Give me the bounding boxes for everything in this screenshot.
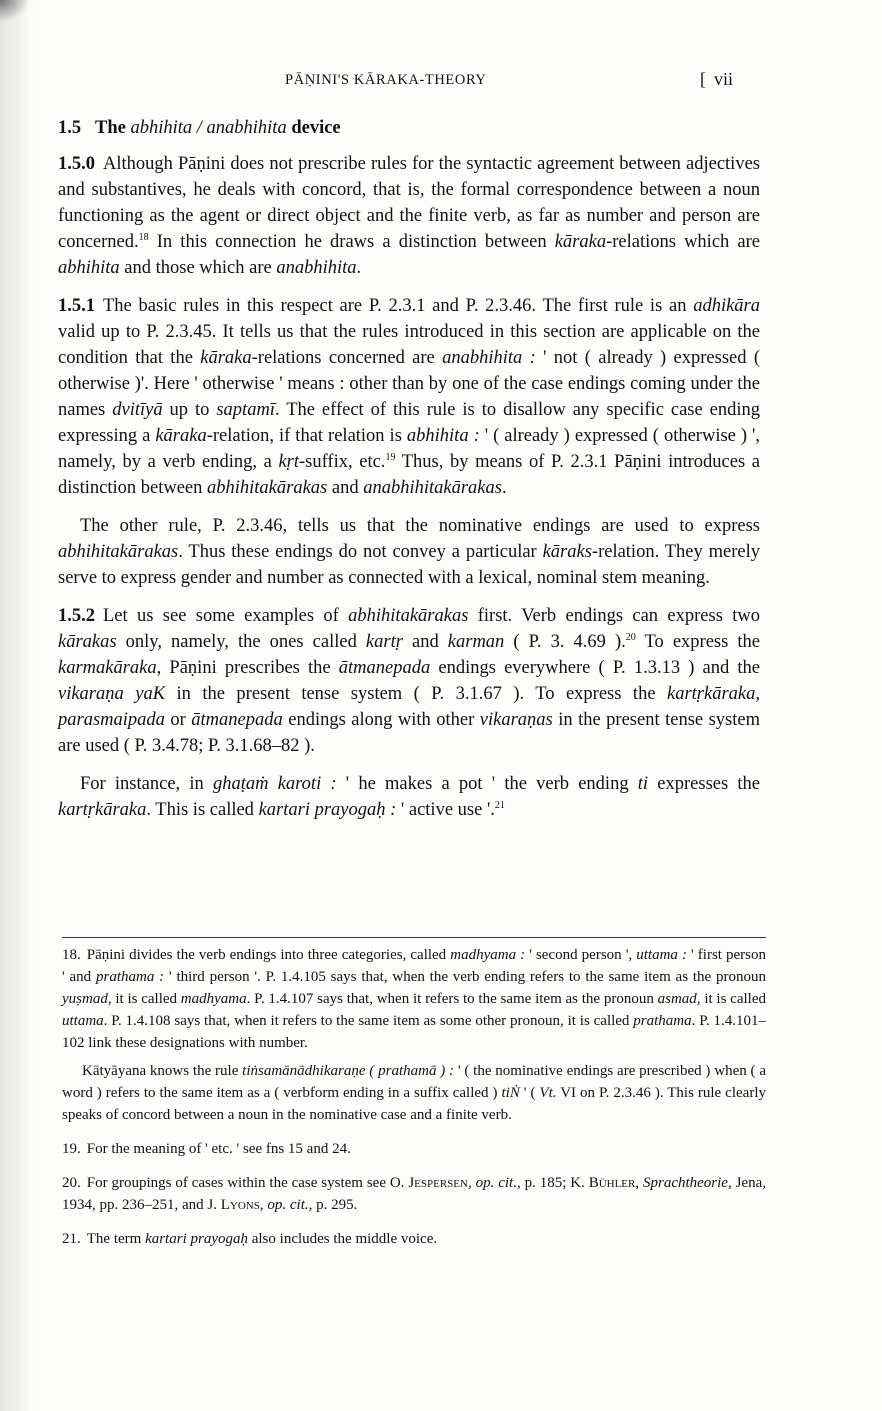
footnote-18 <box>62 944 766 1054</box>
italic-term: uttama : <box>636 947 687 963</box>
text-run: Kātyāyana knows the rule <box>82 1063 243 1079</box>
footnote-ref-18: 18 <box>138 231 149 243</box>
text-run: Pāṇini divides the verb endings into three categories, called <box>86 947 451 963</box>
text-run: up to <box>162 400 217 420</box>
text-run: , it is called <box>696 991 766 1007</box>
italic-term: prathama <box>633 1013 692 1029</box>
footnote-number: 21. <box>62 1231 81 1247</box>
text-run: also includes the middle voice. <box>247 1231 438 1247</box>
footnotes <box>62 944 766 1262</box>
footnote-20 <box>62 1172 766 1216</box>
text-run: or <box>164 710 192 730</box>
text-run: For the meaning of ' etc. ' see fns 15 and 24. <box>86 1141 351 1157</box>
italic-term: anabhihita : <box>442 348 536 368</box>
italic-term: kāraka <box>554 232 607 252</box>
text-run: ' second person ', <box>525 947 637 963</box>
italic-term: anabhihita <box>276 258 357 278</box>
text-run: , Pāṇini prescribes the <box>156 658 339 678</box>
italic-term: yuṣmad <box>62 991 108 1007</box>
text-run: . P. 1.4.107 says that, when it refers to the same item as the pronoun <box>246 991 658 1007</box>
text-run: , it is called <box>107 991 181 1007</box>
italic-term: madhyama <box>180 991 247 1007</box>
text-run: only, namely, the ones called <box>116 632 366 652</box>
text-run: and <box>327 478 364 498</box>
italic-term: vikaraṇas <box>479 710 553 730</box>
text-run: The term <box>86 1231 146 1247</box>
text-run: . <box>501 478 507 498</box>
italic-term: abhihita : <box>406 426 480 446</box>
italic-term: saptamī <box>216 400 275 420</box>
footnote-number: 18. <box>62 947 81 963</box>
text-run: , Jena, 1934, pp. 236–251, and J. <box>62 1175 766 1213</box>
italic-term: tiṄ <box>501 1085 520 1101</box>
text-run: -relations concerned are <box>251 348 443 368</box>
text-run: -relation, if that relation is <box>206 426 407 446</box>
italic-term: Sprachtheorie <box>642 1175 728 1191</box>
text-run: ( P. 3. 4.69 ). <box>504 632 626 652</box>
text-run: first. Verb endings can express two <box>468 606 760 626</box>
italic-term: kartṛkāraka <box>58 800 147 820</box>
paragraph-1-5-1-continued <box>58 513 760 591</box>
text-run: in the present tense system ( P. 3.1.67 ). To express the <box>165 684 667 704</box>
page-number-bracket: [ <box>700 69 706 89</box>
section-number: 1.5 <box>58 118 82 138</box>
italic-term: karman <box>447 632 505 652</box>
italic-term: kāraka <box>200 348 252 368</box>
text-run: . Thus these endings do not convey a particular <box>178 542 543 562</box>
text-run: -relation. They merely serve to express gender and number as connected with a lexical, nominal stem meaning. <box>58 542 760 588</box>
text-run: . This is called <box>146 800 259 820</box>
text-run: Let us see some examples of <box>103 606 349 626</box>
text-run: Thus, by means of P. 2.3.1 Pāṇini introduces a distinction between <box>58 452 760 498</box>
paragraph-1-5-2 <box>58 603 760 759</box>
text-run: , p. 295. <box>308 1197 358 1213</box>
italic-term: dvitīyā <box>112 400 163 420</box>
text-run: ' active use '. <box>396 800 495 820</box>
footnote-separator <box>62 937 766 938</box>
section-title-tail: device <box>291 118 341 138</box>
paragraph-1-5-1 <box>58 293 760 501</box>
text-run: -suffix, etc. <box>299 452 386 472</box>
italic-term: kartari prayogaḥ <box>145 1231 248 1247</box>
text-run: ' first person ' and <box>62 947 766 985</box>
text-run: . P. 1.4.108 says that, when it refers to the same item as some other pronoun, it is called <box>103 1013 634 1029</box>
text-run: endings along with other <box>282 710 480 730</box>
italic-term: kartṛ <box>365 632 403 652</box>
italic-term: adhikāra <box>693 296 760 316</box>
italic-term: tiṅsamānādhikaraṇe ( prathamā ) : <box>242 1063 455 1079</box>
text-run: VI on P. 2.3.46 ). This rule clearly speaks of concord between a noun in the nominative case and a finite verb. <box>62 1085 766 1123</box>
italic-term: kṛt <box>278 452 299 472</box>
italic-term: ātmanepada <box>191 710 283 730</box>
scan-corner-mark <box>0 0 30 22</box>
section-heading <box>58 113 760 143</box>
text-run: In this connection he draws a distinction between <box>148 232 555 252</box>
footnote-19 <box>62 1138 766 1160</box>
text-run: The other rule, P. 2.3.46, tells us that the nominative endings are used to express <box>80 516 760 536</box>
text-run: and those which are <box>119 258 277 278</box>
paragraph-number: 1.5.1 <box>58 296 95 316</box>
italic-term: vikaraṇa yaK <box>58 684 166 704</box>
italic-term: ti <box>637 774 649 794</box>
italic-term: abhihitakārakas <box>348 606 469 626</box>
italic-term: ghaṭaṁ karoti : <box>212 774 337 794</box>
text-run: For instance, in <box>80 774 213 794</box>
paragraph-number: 1.5.0 <box>58 154 95 174</box>
footnote-ref-19: 19 <box>385 451 396 463</box>
italic-term: uttama <box>62 1013 104 1029</box>
text-run: ' not ( already ) expressed ( otherwise )'. Here ' otherwise ' means : other than by one of the case endings coming under the names <box>58 348 760 420</box>
paragraph-1-5-0 <box>58 151 760 281</box>
scan-edge-shadow <box>0 0 34 1411</box>
text-run: ' ( the nominative endings are prescribed ) when ( a word ) refers to the same item as a ( verbform ending in a suffix called ) <box>62 1063 766 1101</box>
text-run: and <box>402 632 448 652</box>
author-name: Lyons, <box>220 1197 264 1213</box>
footnote-ref-21: 21 <box>494 799 505 811</box>
text-run: ' ( <box>519 1085 540 1101</box>
text-run: . P. 1.4.101–102 link these designations with number. <box>62 1013 766 1051</box>
italic-term: karmakāraka <box>58 658 157 678</box>
text-run: -relations which are <box>606 232 760 252</box>
italic-term: anabhihitakārakas <box>363 478 502 498</box>
italic-term: abhihitakārakas <box>207 478 328 498</box>
text-run: expresses the <box>648 774 761 794</box>
text-run: , p. 185; <box>516 1175 571 1191</box>
paragraph-number: 1.5.2 <box>58 606 95 626</box>
text-run: ' he makes a pot ' the verb ending <box>336 774 638 794</box>
italic-term: asmad <box>657 991 697 1007</box>
text-run: endings everywhere ( P. 1.3.13 ) and the <box>430 658 761 678</box>
text-run: ' ( already ) expressed ( otherwise ) ', namely, by a verb ending, a <box>58 426 761 472</box>
section-title-label: The <box>95 118 126 138</box>
text-run: For groupings of cases within the case system see <box>86 1175 390 1191</box>
italic-term: madhyama : <box>450 947 526 963</box>
main-text <box>58 113 760 823</box>
text-run: ' third person '. P. 1.4.105 says that, when the verb ending refers to the same item as the pronoun <box>164 969 766 985</box>
section-title-italic: abhihita / anabhihita <box>130 118 287 138</box>
footnote-number: 19. <box>62 1141 81 1157</box>
footnote-ref-20: 20 <box>625 631 636 643</box>
italic-term: op. cit. <box>267 1197 309 1213</box>
italic-term: kartari prayogaḥ : <box>258 800 397 820</box>
text-run: in the present tense system are used ( P. 3.4.78; P. 3.1.68–82 ). <box>58 710 760 756</box>
italic-term: abhihitakārakas <box>58 542 179 562</box>
paragraph-1-5-2-continued <box>58 771 760 823</box>
author-name: K. Bühler, <box>570 1175 640 1191</box>
italic-term: kāraks <box>542 542 592 562</box>
italic-term: kartṛkāraka, parasmaipada <box>58 684 760 730</box>
page-number-block <box>700 69 733 90</box>
page-header <box>0 69 882 96</box>
italic-term: op. cit. <box>475 1175 517 1191</box>
italic-term: Vt. <box>539 1085 557 1101</box>
text-run: Although Pāṇini does not prescribe rules for the syntactic agreement between adjectives and substantives, he deals with concord, that is, the formal correspondence between a noun functioning as the agent or direct object and the finite verb, as far as number and person are concerned. <box>58 154 760 252</box>
footnote-number: 20. <box>62 1175 81 1191</box>
italic-term: ātmanepada <box>338 658 431 678</box>
text-run: To express the <box>635 632 761 652</box>
author-name: O. Jespersen, <box>389 1175 472 1191</box>
italic-term: prathama : <box>95 969 165 985</box>
italic-term: kārakas <box>58 632 117 652</box>
text-run: . <box>356 258 362 278</box>
running-title: PĀṆINI'S KĀRAKA-THEORY <box>285 72 487 88</box>
text-run: valid up to P. 2.3.45. It tells us that the rules introduced in this section are applicable on the condition that the <box>58 322 760 368</box>
footnote-21 <box>62 1228 766 1250</box>
text-run: The basic rules in this respect are P. 2.3.1 and P. 2.3.46. The first rule is an <box>103 296 694 316</box>
text-run: . The effect of this rule is to disallow any specific case ending expressing a <box>58 400 761 446</box>
italic-term: kāraka <box>155 426 207 446</box>
footnote-18-continued <box>62 1060 766 1126</box>
page-number: vii <box>714 69 734 89</box>
italic-term: abhihita <box>58 258 120 278</box>
